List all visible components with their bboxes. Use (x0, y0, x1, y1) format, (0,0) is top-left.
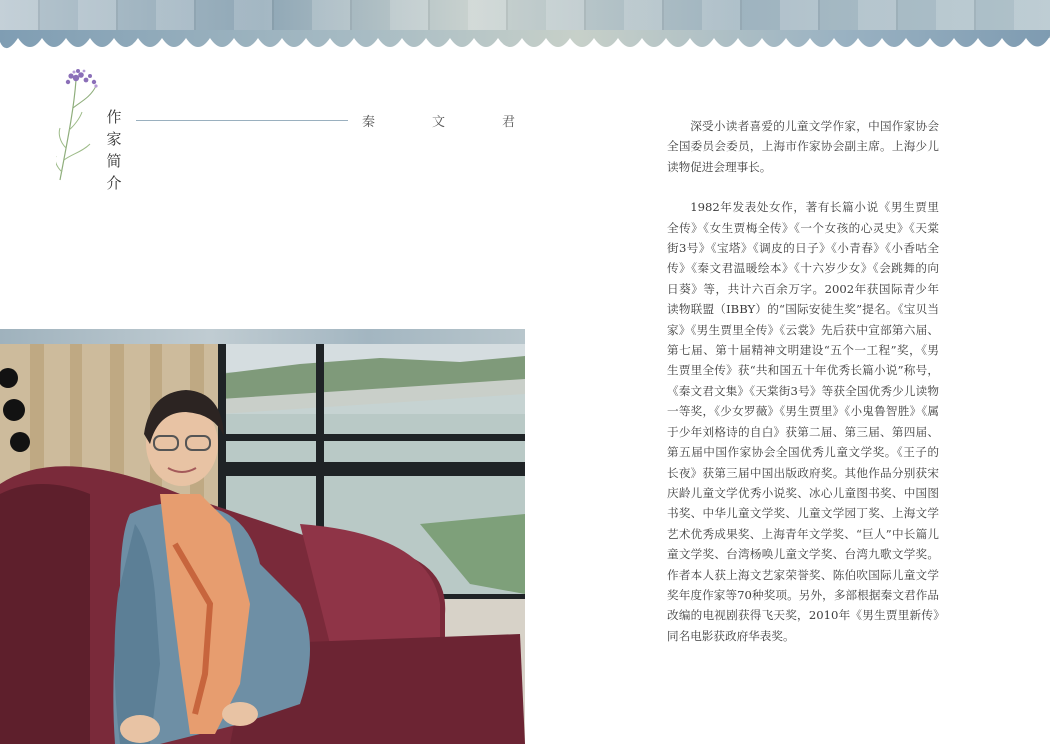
section-title-char: 家 (106, 130, 122, 148)
photo-scene (0, 344, 525, 744)
author-name: 秦 文 君 (362, 115, 538, 130)
eave-scallops (0, 30, 1050, 62)
section-title (104, 106, 124, 194)
section-title-char: 简 (106, 152, 122, 170)
flower-illustration (56, 68, 108, 184)
eave-decoration (0, 0, 1050, 62)
section-title-char: 介 (106, 174, 122, 192)
photo-top-strip (0, 329, 525, 344)
section-title-char: 作 (106, 108, 122, 126)
author-photo (0, 329, 525, 744)
bio-paragraph: 1982年发表处女作，著有长篇小说《男生贾里全传》《女生贾梅全传》《一个女孩的心灵史》《天棠街3号》《宝塔》《调皮的日子》《小青春》《小香咕全传》《秦文君温暖绘本》《十六岁少女》《会跳舞的向日葵》等，共计六百余万字。2002年获国际青少年读物联盟（IBBY）的“国际安徒生奖”提名。《宝贝当家》《男生贾里全传》《云裳》先后获中宣部第六届、第七届、第十届精神文明建设“五个一工程”奖，《男生贾里全传》获“共和国五十年优秀长篇小说”称号，《秦文君文集》《天棠街3号》等获全国优秀少儿读物一等奖，《少女罗薇》《男生贾里》《小鬼鲁智胜》《属于少年刘格诗的自白》获第二届、第三届、第四届、第五届中国作家协会全国优秀儿童文学奖。《王子的长夜》获第三届中国出版政府奖。其他作品分别获宋庆龄儿童文学优秀小说奖、冰心儿童图书奖、中国图书奖、中华儿童文学奖、儿童文学园丁奖、上海文学艺术优秀成果奖、上海青年文学奖、“巨人”中长篇儿童文学奖、台湾杨唤儿童文学奖、台湾九歌文学奖。作者本人获上海文艺家荣誉奖、陈伯吹国际儿童文学奖年度作家等70种奖项。另外，多部根据秦文君作品改编的电视剧获得飞天奖，2010年《男生贾里新传》同名电影获政府华表奖。 (667, 200, 939, 643)
title-divider (136, 120, 348, 121)
bio-paragraph: 深受小读者喜爱的儿童文学作家，中国作家协会全国委员会委员，上海市作家协会副主席。上海少儿读物促进会理事长。 (667, 119, 939, 174)
author-bio (667, 116, 939, 646)
